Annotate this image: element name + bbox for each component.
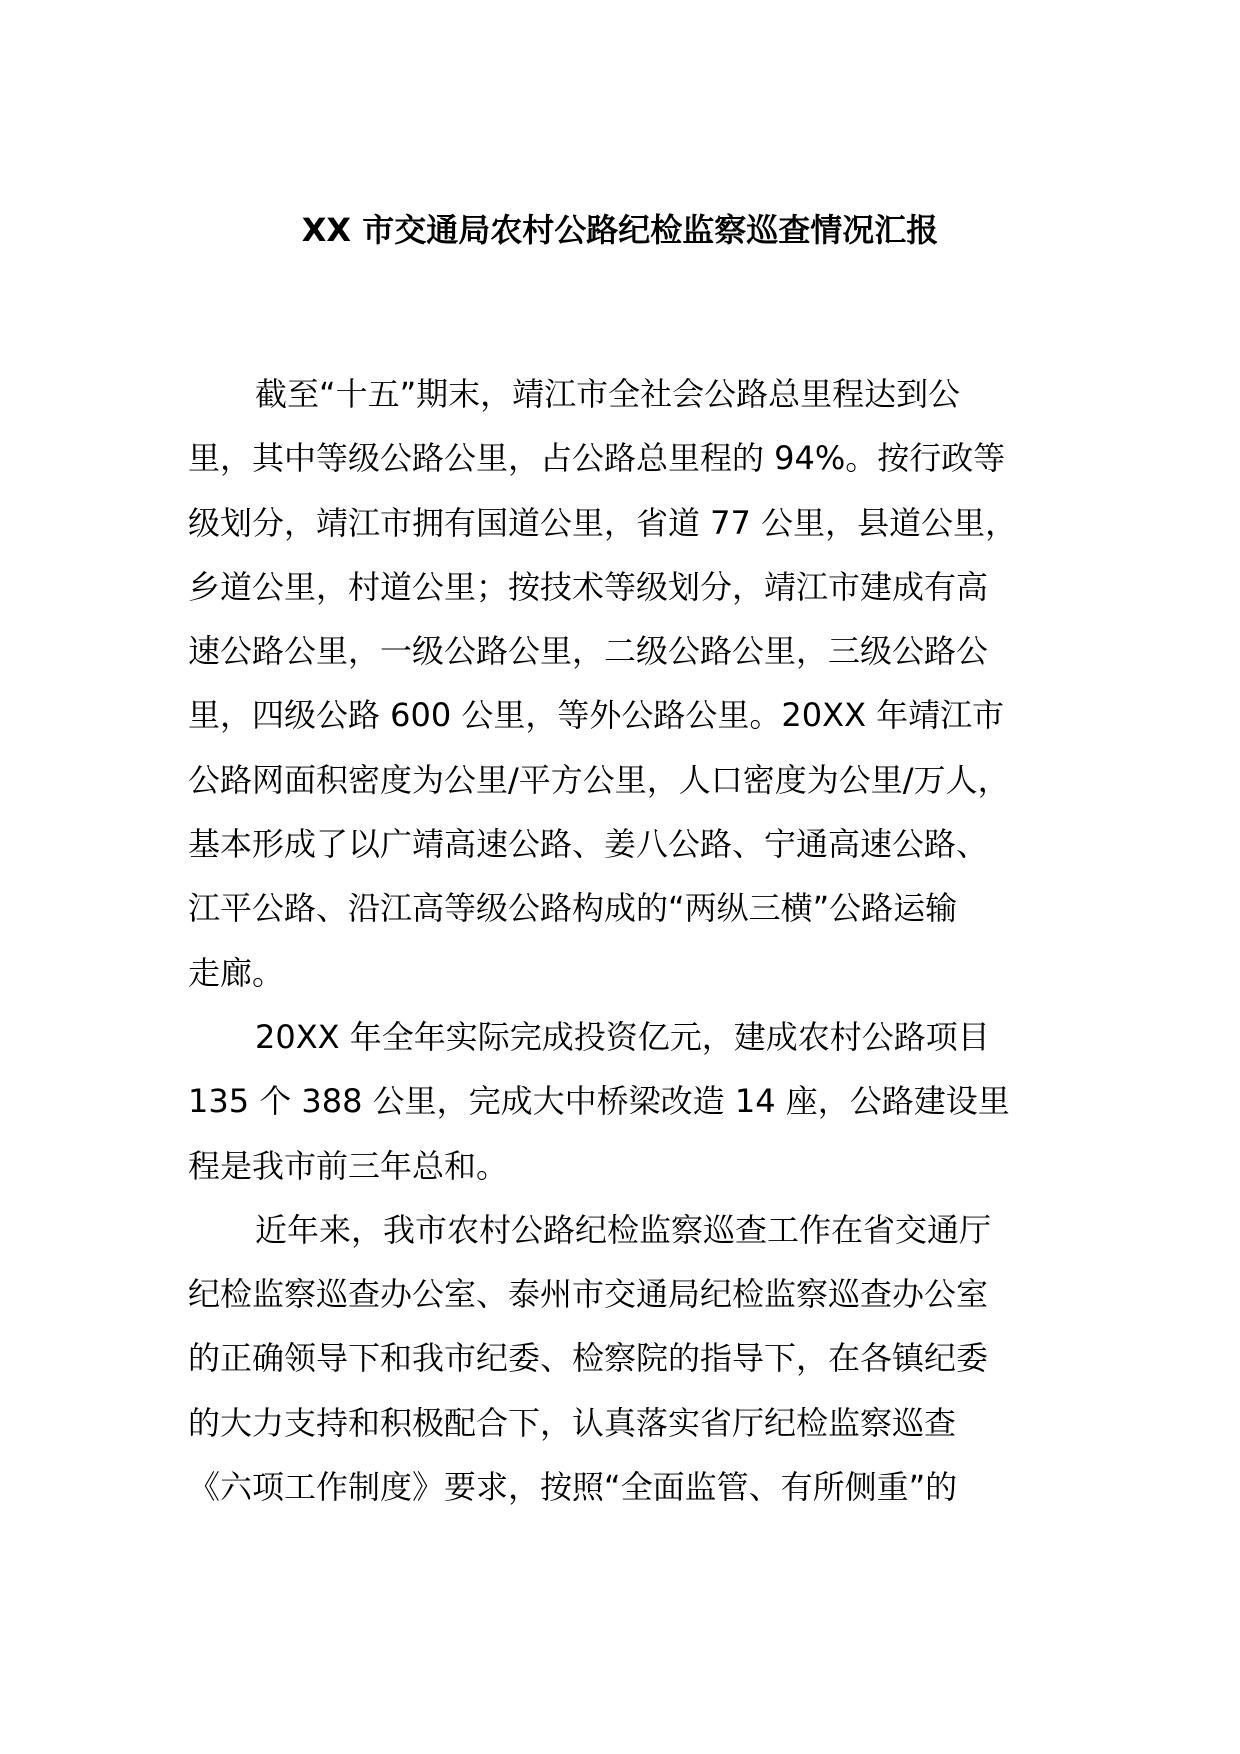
body-text-line: 程是我市前三年总和。: [188, 1146, 509, 1185]
body-text-line: 走廊。: [188, 953, 285, 992]
body-text-line: 20XX 年全年实际完成投资亿元，建成农村公路项目: [255, 1017, 990, 1056]
document-title: XX 市交通局农村公路纪检监察巡查情况汇报: [301, 211, 939, 249]
body-text-line: 江平公路、沿江高等级公路构成的“两纵三横”公路运输: [188, 889, 958, 928]
body-text-line: 纪检监察巡查办公室、泰州市交通局纪检监察巡查办公室: [188, 1275, 989, 1314]
body-text-line: 近年来，我市农村公路纪检监察巡查工作在省交通厅: [255, 1210, 992, 1249]
body-text-line: 乡道公里，村道公里；按技术等级划分，靖江市建成有高: [188, 567, 989, 606]
body-text-line: 截至“十五”期末，靖江市全社会公路总里程达到公: [255, 375, 961, 413]
body-text-line: 的大力支持和积极配合下，认真落实省厅纪检监察巡查: [188, 1403, 957, 1442]
body-text-line: 基本形成了以广靖高速公路、姜八公路、宁通高速公路、: [188, 825, 989, 864]
body-text-line: 135 个 388 公里，完成大中桥梁改造 14 座，公路建设里: [188, 1082, 1010, 1121]
body-text-line: 的正确领导下和我市纪委、检察院的指导下，在各镇纪委: [188, 1339, 989, 1378]
document-body: [188, 362, 1056, 1519]
body-text-line: 速公路公里，一级公路公里，二级公路公里，三级公路公: [188, 632, 989, 671]
body-text-line: 级划分，靖江市拥有国道公里，省道 77 公里，县道公里，: [188, 503, 1018, 542]
body-text-line: 里，四级公路 600 公里，等外公路公里。20XX 年靖江市: [188, 696, 1005, 735]
body-text-line: 公路网面积密度为公里/平方公里，人口密度为公里/万人，: [188, 760, 1010, 799]
body-text-line: 《六项工作制度》要求，按照“全面监管、有所侧重”的: [188, 1468, 958, 1507]
body-text-line: 里，其中等级公路公里，占公路总里程的 94%。按行政等: [188, 439, 1006, 478]
